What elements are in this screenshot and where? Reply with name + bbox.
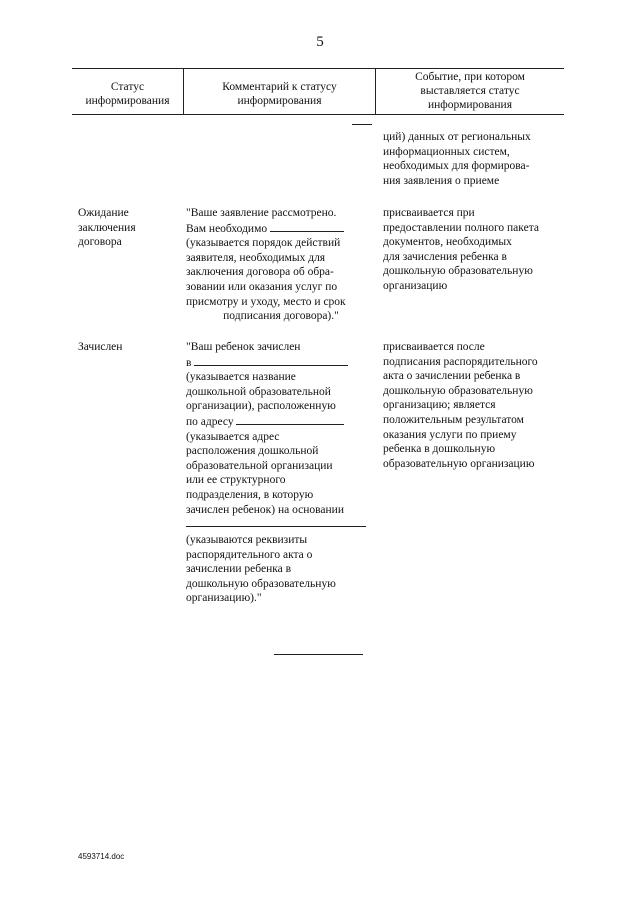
row2-comment-line: дошкольной образовательной: [186, 385, 331, 398]
fill-in-blank: [194, 355, 348, 366]
table-top-rule: [72, 68, 564, 69]
end-of-document-rule: [274, 654, 363, 655]
fill-in-blank: [270, 221, 344, 232]
row1-event: присваивается при предоставлении полного пакета документов, необходимых для зачисления ребенка в дошкольную образовательную организацию: [383, 207, 539, 292]
footer-filename: 4593714.doc: [78, 852, 125, 861]
continuation-marker-rule: [352, 124, 372, 125]
row2-comment-line: (указывается название: [186, 371, 296, 384]
row2-comment: [186, 340, 376, 517]
row2-comment-line: зачислен ребенок) на основании: [186, 503, 344, 516]
row2-comment-line: "Ваш ребенок зачислен: [186, 341, 301, 353]
row1-comment-line-text: Вам необходимо: [186, 222, 268, 235]
row1-comment-line: присмотру и уходу, место и срок: [186, 295, 346, 308]
row2-comment-line-text: по адресу: [186, 415, 234, 428]
row2-comment-line: (указывается адрес: [186, 430, 280, 443]
row2-comment-line: или ее структурного: [186, 474, 286, 487]
row1-comment-line: заявителя, необходимых для: [186, 251, 326, 264]
row2-comment-line: расположения дошкольной: [186, 445, 319, 458]
header-status: Статус информирования: [85, 81, 170, 107]
row1-status: Ожидание заключения договора: [78, 207, 136, 249]
row1-comment-line: заключения договора об обра-: [186, 266, 334, 279]
row1-comment-line: "Ваше заявление рассмотрено.: [186, 207, 337, 219]
row2-status: Зачислен: [78, 341, 123, 353]
page-number: 5: [316, 34, 324, 50]
row2-comment-line-with-blank: [186, 414, 376, 430]
header-event: Событие, при котором выставляется статус информирования: [415, 71, 525, 111]
row2-comment-line: подразделения, в которую: [186, 488, 314, 501]
row2-comment-line-with-blank: [186, 355, 376, 371]
row1-comment-line-with-blank: [186, 221, 376, 237]
row1-comment-line: (указывается порядок действий: [186, 237, 341, 250]
fill-in-blank: [236, 414, 344, 425]
row2-comment-line: организации), расположенную: [186, 400, 336, 413]
row2-requisites-blank: [186, 526, 366, 527]
row2-comment-line-text: в: [186, 356, 192, 369]
header-comment: Комментарий к статусу информирования: [222, 81, 337, 107]
row2-comment-line: образовательной организации: [186, 459, 333, 472]
row1-comment: [186, 206, 376, 324]
row2-event: присваивается после подписания распорядительного акта о зачислении ребенка в дошкольную образовательную организацию; является положительным результатом оказания услуги по приему ребенка в дошкольную образовательную организацию: [383, 341, 538, 470]
row1-comment-line: зовании или оказания услуг по: [186, 280, 338, 293]
continuation-event-text: ций) данных от региональных информационных систем, необходимых для формирова- ния заявления о приеме: [383, 131, 531, 187]
table-header-rule: [72, 114, 564, 115]
row2-comment-tail: (указываются реквизиты распорядительного акта о зачислении ребенка в дошкольную образовательную организацию).": [186, 534, 336, 605]
row1-comment-line: подписания договора).": [223, 310, 339, 323]
